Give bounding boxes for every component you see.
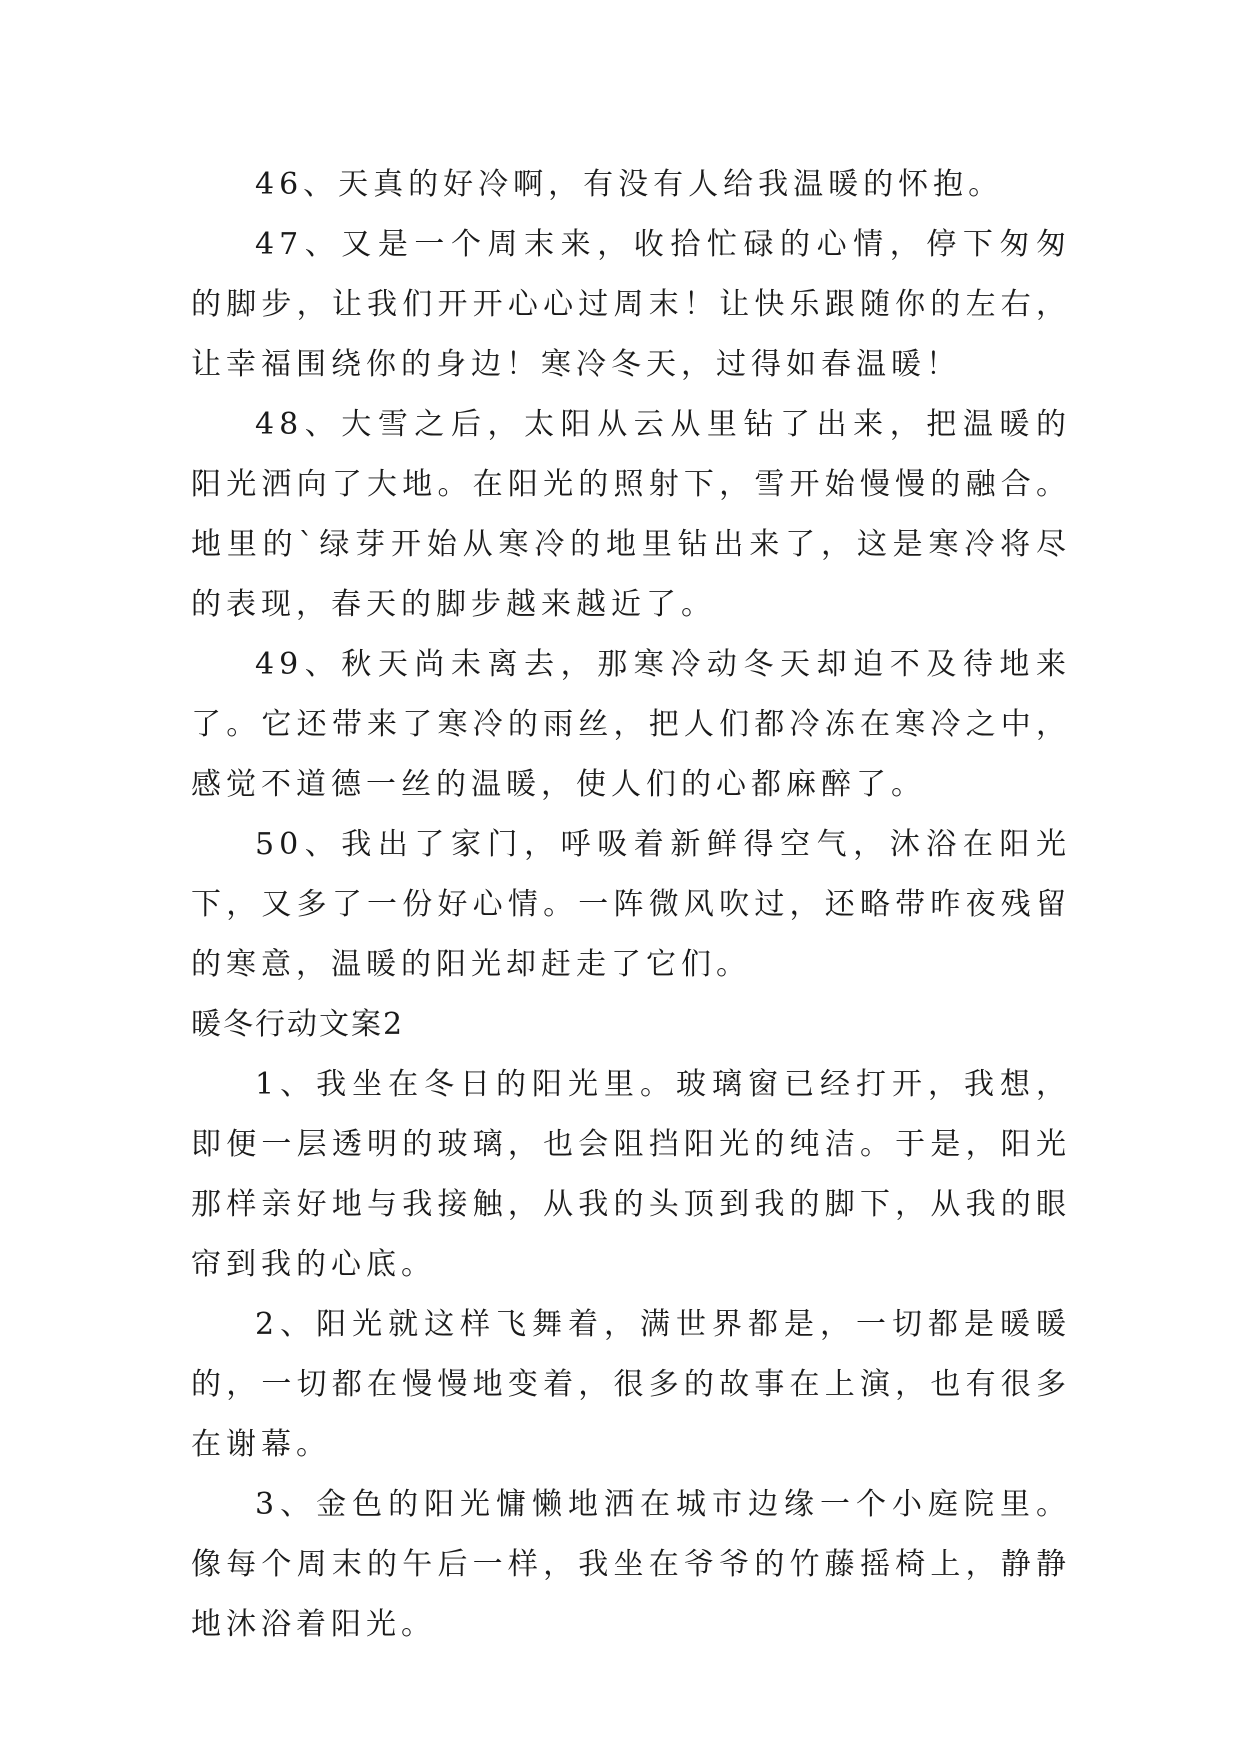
paragraph-48: 48、大雪之后，太阳从云从里钻了出来，把温暖的阳光洒向了大地。在阳光的照射下，雪开始慢慢的融合。地里的`绿芽开始从寒冷的地里钻出来了，这是寒冷将尽的表现，春天的脚步越来越近了。 bbox=[191, 407, 1071, 622]
paragraph-50: 50、我出了家门，呼吸着新鲜得空气，沐浴在阳光下，又多了一份好心情。一阵微风吹过，还略带昨夜残留的寒意，温暖的阳光却赶走了它们。 bbox=[191, 827, 1071, 982]
paragraph-49: 49、秋天尚未离去，那寒冷动冬天却迫不及待地来了。它还带来了寒冷的雨丝，把人们都冷冻在寒冷之中，感觉不道德一丝的温暖，使人们的心都麻醉了。 bbox=[191, 647, 1071, 802]
paragraph-46: 46、天真的好冷啊，有没有人给我温暖的怀抱。 bbox=[255, 167, 1004, 202]
section-heading: 暖冬行动文案2 bbox=[191, 1007, 405, 1042]
paragraph-1: 1、我坐在冬日的阳光里。玻璃窗已经打开，我想，即便一层透明的玻璃，也会阻挡阳光的纯洁。于是，阳光那样亲好地与我接触，从我的头顶到我的脚下，从我的眼帘到我的心底。 bbox=[191, 1067, 1071, 1282]
paragraph-2: 2、阳光就这样飞舞着，满世界都是，一切都是暖暖的，一切都在慢慢地变着，很多的故事在上演，也有很多在谢幕。 bbox=[191, 1307, 1071, 1462]
document-body bbox=[191, 155, 1071, 1655]
paragraph-47: 47、又是一个周末来，收拾忙碌的心情，停下匆匆的脚步，让我们开开心心过周末！让快乐跟随你的左右，让幸福围绕你的身边！寒冷冬天，过得如春温暖！ bbox=[191, 227, 1071, 382]
paragraph-3: 3、金色的阳光慵懒地洒在城市边缘一个小庭院里。像每个周末的午后一样，我坐在爷爷的竹藤摇椅上，静静地沐浴着阳光。 bbox=[191, 1487, 1071, 1642]
